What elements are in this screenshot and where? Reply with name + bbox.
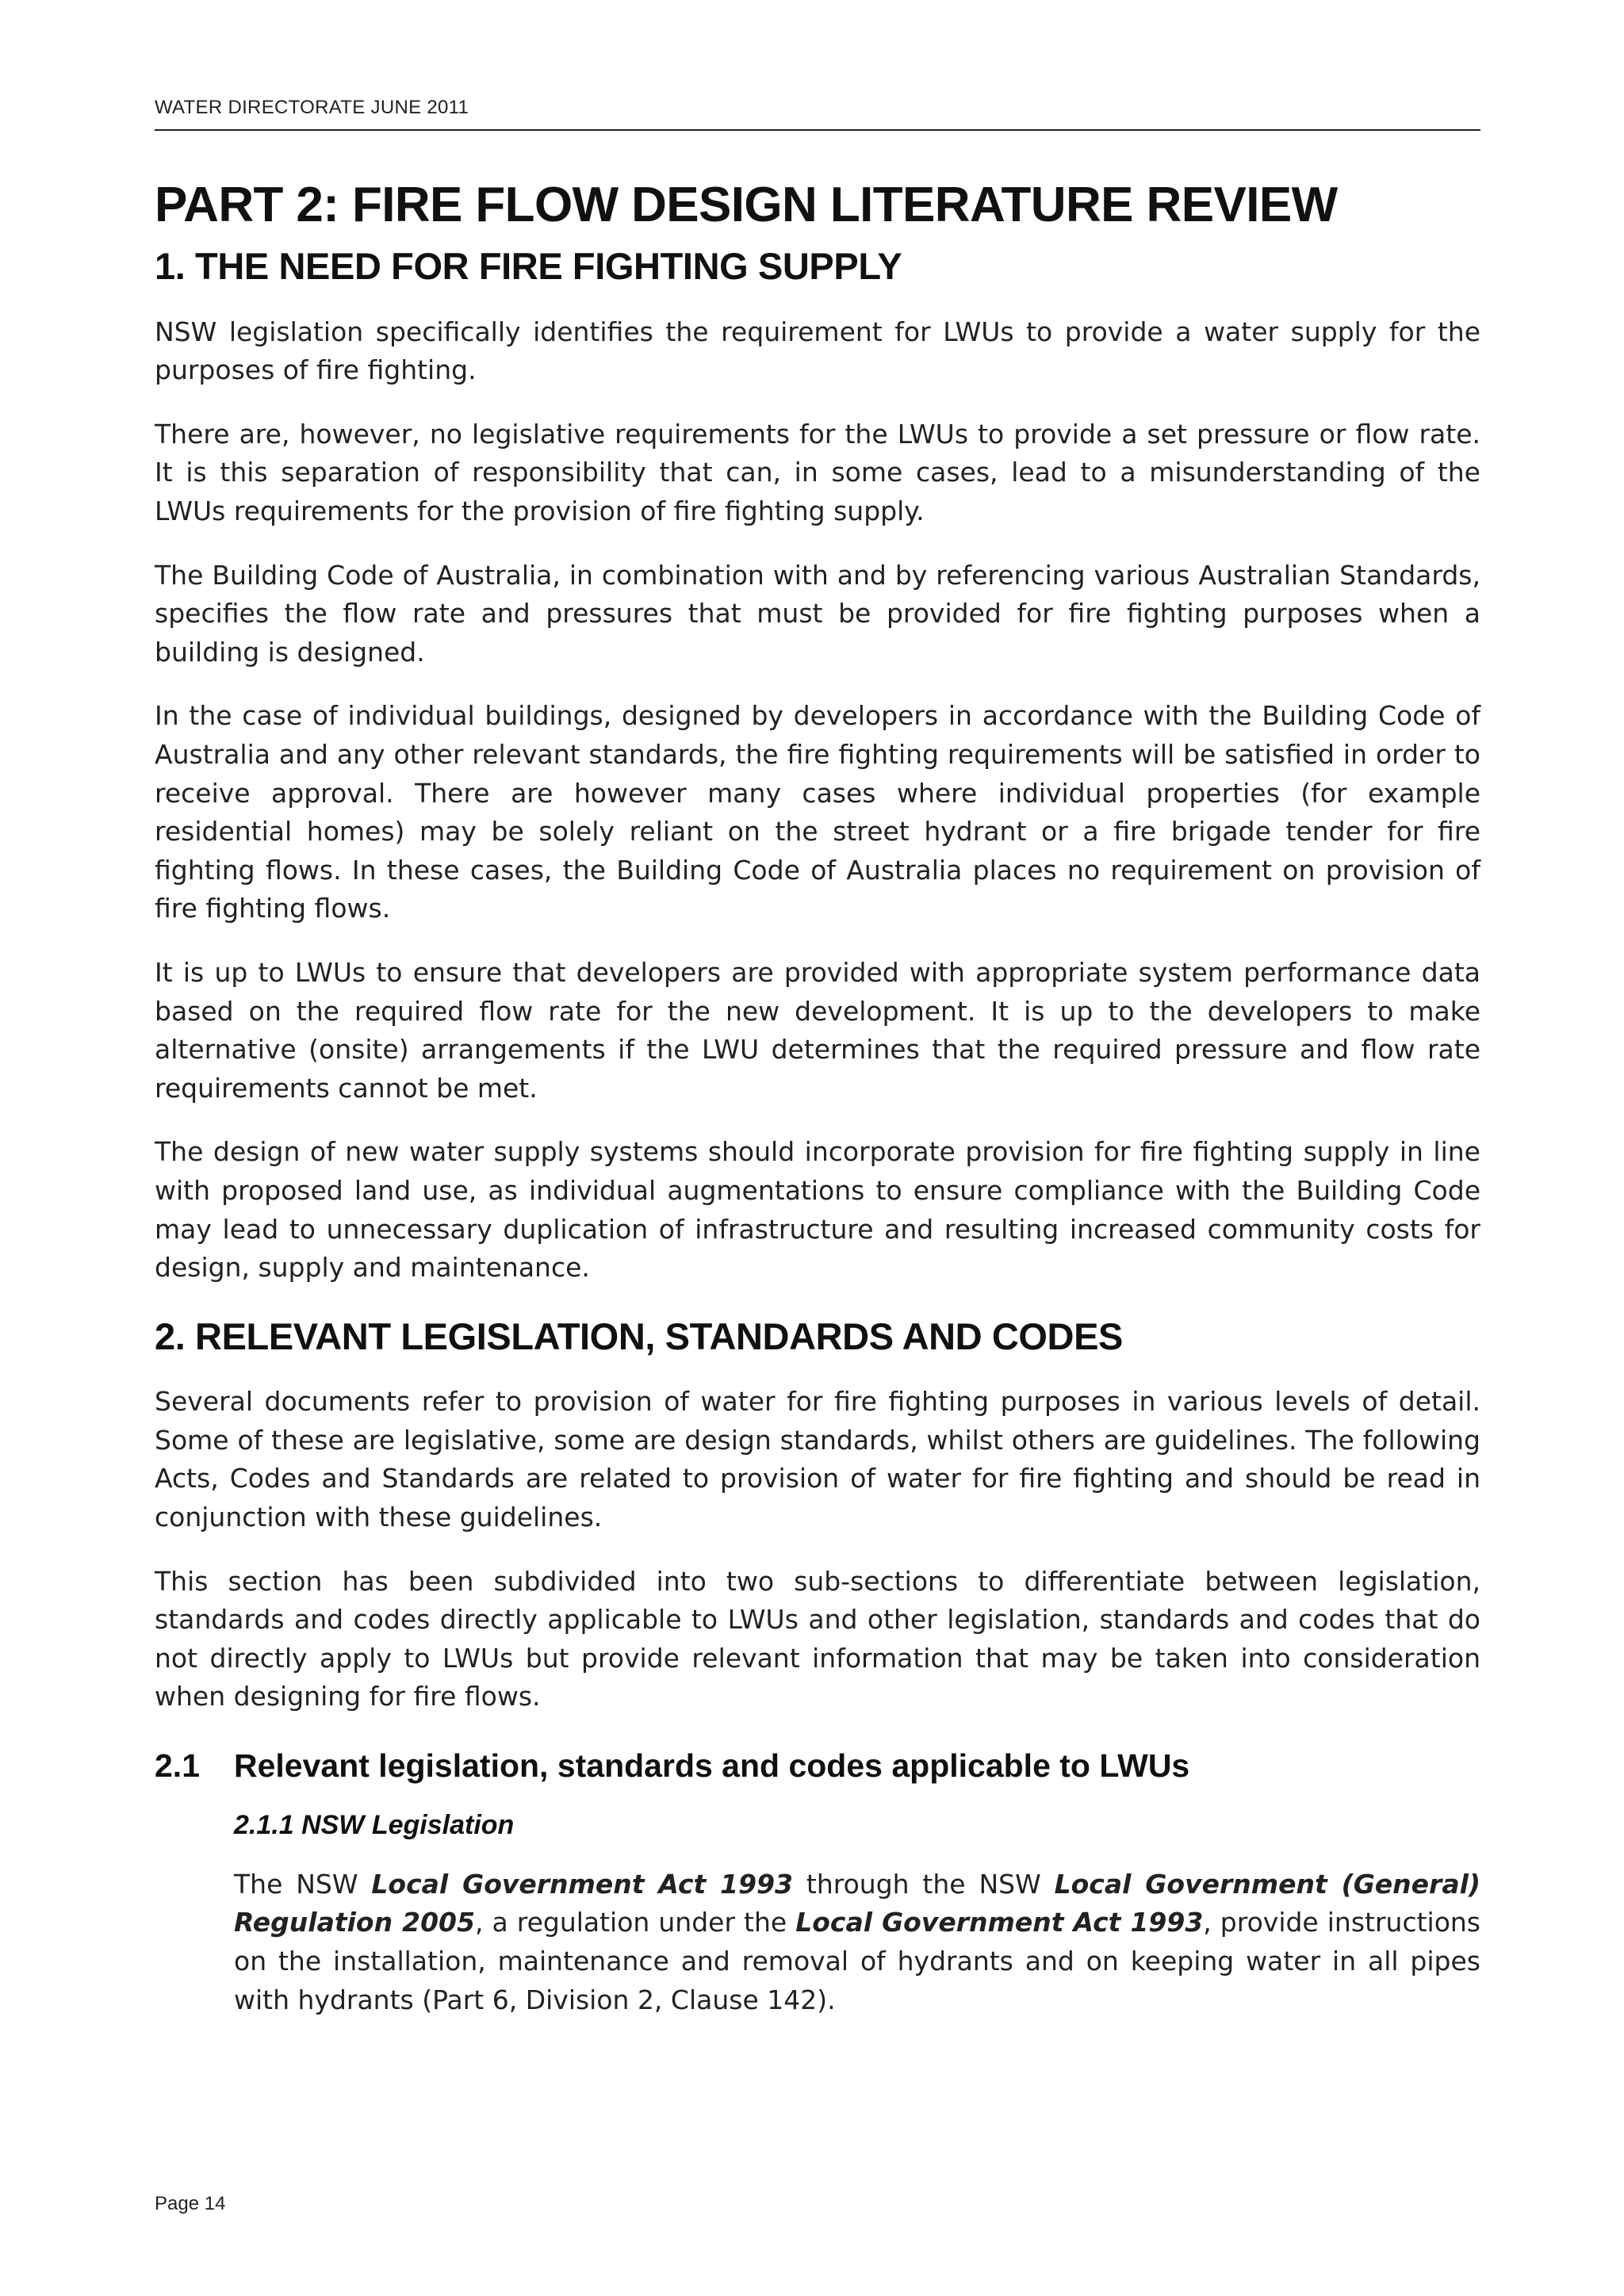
- section-2-title: 2. RELEVANT LEGISLATION, STANDARDS AND CODES: [155, 1314, 1123, 1357]
- subsection-title: Relevant legislation, standards and codes applicable to LWUs: [234, 1747, 1190, 1784]
- document-page: [155, 0, 1480, 2296]
- paragraph-text: The NSW: [234, 1868, 372, 1900]
- running-header: WATER DIRECTORATE JUNE 2011: [155, 97, 469, 118]
- section-2-paragraph: This section has been subdivided into two sub-sections to differentiate between legislation, standards and codes directly applicable to LWUs and other legislation, standards and codes that do not directly apply to LWUs but provide relevant information that may be taken into consideration when designing for fire flows.: [155, 1565, 1480, 1712]
- part-title: PART 2: FIRE FLOW DESIGN LITERATURE REVIEW: [155, 178, 1338, 232]
- subsection-2-1-heading: [155, 1747, 1480, 1785]
- section-1-paragraph: In the case of individual buildings, designed by developers in accordance with the Building Code of Australia and any other relevant standards, the fire fighting requirements will be satisfied in order to receive approval. There are however many cases where individual properties (for example residential homes) may be solely reliant on the street hydrant or a fire brigade tender for fire fighting flows. In these cases, the Building Code of Australia places no requirement on provision of fire fighting flows.: [155, 700, 1480, 924]
- section-1-paragraph: NSW legislation specifically identifies the requirement for LWUs to provide a water supply for the purposes of fire fighting.: [155, 316, 1480, 386]
- section-1-paragraph: It is up to LWUs to ensure that developers are provided with appropriate system performance data based on the required flow rate for the new development. It is up to the developers to make alternative (onsite) arrangements if the LWU determines that the required pressure and flow rate requirements cannot be met.: [155, 957, 1480, 1104]
- act-citation: Local Government Act 1993: [795, 1907, 1204, 1938]
- regulation-citation: Local Government (General) Regulation 2005: [234, 1868, 1480, 1938]
- section-2-paragraph: Several documents refer to provision of water for fire fighting purposes in various levels of detail. Some of these are legislative, some are design standards, whilst others are guidelines. The following Acts, Codes and Standards are related to provision of water for fire fighting and should be read in conjunction with these guidelines.: [155, 1386, 1480, 1533]
- subsubsection-2-1-1-title: 2.1.1 NSW Legislation: [234, 1810, 515, 1841]
- section-1-paragraph: The Building Code of Australia, in combination with and by referencing various Australian Standards, specifies the flow rate and pressures that must be provided for fire fighting purposes when a building is designed.: [155, 559, 1480, 668]
- header-rule: [155, 129, 1480, 131]
- section-1-paragraph: The design of new water supply systems should incorporate provision for fire fighting supply in line with proposed land use, as individual augmentations to ensure compliance with the Building Code may lead to unnecessary duplication of infrastructure and resulting increased community costs for design, supply and maintenance.: [155, 1136, 1480, 1284]
- paragraph-text: , provide instructions on the installation, maintenance and removal of hydrants and on keeping water in all pipes with hydrants (Part 6, Division 2, Clause 142).: [234, 1907, 1481, 2015]
- section-1-paragraph: There are, however, no legislative requirements for the LWUs to provide a set pressure or flow rate. It is this separation of responsibility that can, in some cases, lead to a misunderstanding of the LWUs requirements for the provision of fire fighting supply.: [155, 418, 1480, 527]
- act-citation: Local Government Act 1993: [371, 1868, 794, 1900]
- page-number: Page 14: [155, 2193, 226, 2214]
- page-content: [155, 177, 1480, 2045]
- nsw-legislation-paragraph: [234, 1866, 1480, 2019]
- paragraph-text: through the NSW: [793, 1868, 1055, 1900]
- paragraph-text: , a regulation under the: [474, 1907, 796, 1938]
- subsection-number: 2.1: [155, 1747, 200, 1784]
- section-1-title: 1. THE NEED FOR FIRE FIGHTING SUPPLY: [155, 245, 902, 288]
